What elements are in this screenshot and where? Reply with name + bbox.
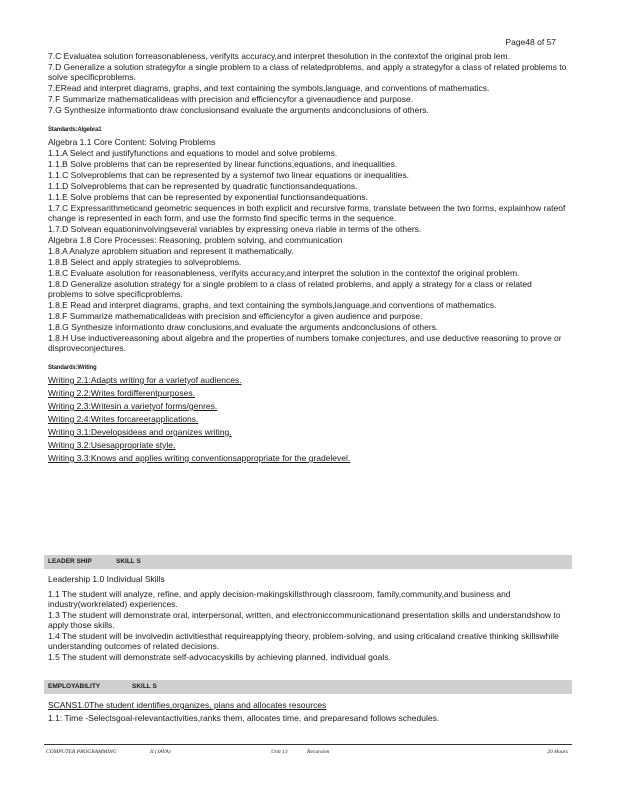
leadership-line: 1.3 The student will demonstrate oral, interpersonal, written, and electroniccommunicationand presentation skills and understandshow to apply those skills.	[48, 610, 561, 630]
page-number: Page48 of 57	[505, 37, 556, 47]
algebra-line: 1.1.A Select and justifyfunctions and equations to model and solve problems.	[48, 148, 338, 158]
algebra-line: 1.8.A Analyze aproblem situation and represent it mathematically.	[48, 246, 294, 256]
footer-course: COMPUTER PROGRAMMING	[46, 749, 117, 755]
leadership-line: 1.1 The student will analyze, refine, and apply decision-makingskillsthrough classroom, family,community,and business and industry(workrelated) experiences.	[48, 589, 511, 609]
standard-line: 7.ERead and interpret diagrams, graphs, and text containing the symbols,language, and conventions of mathematics.	[48, 83, 490, 93]
footer-level: II (JAVA)	[150, 749, 171, 755]
leadership-section-header	[44, 555, 572, 569]
algebra-line: 1.8.D Generalize asolution strategy for a single problem to a class of related problems, and apply a strategy for a class or related problems to solve specificproblems.	[48, 279, 532, 299]
writing-link[interactable]: Writing 2.2:Writes fordifferentpurposes.	[48, 388, 195, 398]
algebra-line: Algebra 1.8 Core Processes: Reasoning, problem solving, and communication	[48, 235, 343, 245]
standard-line: 7.G Synthesize informationto draw conclusionsand evaluate the arguments andconclusions of others.	[48, 105, 429, 115]
employability-section-header	[44, 680, 572, 694]
algebra-line: Algebra 1.1 Core Content: Solving Problems	[48, 137, 216, 147]
standard-line: 7.D Generalize a solution strategyfor a single problem to a class of relatedproblems, and apply a strategyfor a class of related problems to solve specificproblems.	[48, 62, 567, 82]
algebra-line: 1.1.D Solveproblems that can be represented by quadratic functionsandequations.	[48, 181, 358, 191]
footer-hours: 20 Hours	[547, 749, 568, 755]
writing-heading: Standards:Writing	[48, 365, 97, 371]
footer-rule	[44, 744, 572, 745]
scans-link[interactable]: SCANS1.0The student identifies,organizes, plans and allocates resources	[48, 700, 327, 710]
employability-section	[48, 700, 568, 724]
standards-body	[48, 51, 568, 466]
writing-link[interactable]: Writing 3.2:Usesappropriate style.	[48, 440, 176, 450]
writing-link[interactable]: Writing 3.1:Developsideas and organizes writing.	[48, 427, 232, 437]
leadership-header-label: LEADER SHIP	[48, 558, 92, 565]
leadership-line: 1.4 The student will be involvedin activitiesthat requireapplying theory, problem-solving, and using criticaland creative thinking skillswhile understanding outcomes of related decisions.	[48, 631, 559, 651]
algebra-line: 1.7.C Expressarithmeticand geometric sequences in both explicit and recursive forms, translate between the two forms, explainhow rateof change is represented in each form, and use the formsto find specific terms in the sequence.	[48, 203, 566, 223]
algebra-line: 1.8.B Select and apply strategies to solveproblems.	[48, 257, 242, 267]
algebra-line: 1.8.G Synthesize informationto draw conclusions,and evaluate the arguments andconclusions of others.	[48, 322, 439, 332]
leadership-section	[48, 574, 568, 663]
algebra-line: 1.7.D Solvean equationinvolvingseveral variables by expressing oneva riable in terms of the others.	[48, 224, 422, 234]
employability-header-skills: SKILL S	[132, 683, 157, 690]
standard-line: 7.F Summarize mathematicalideas with precision and efficiencyfor a givenaudience and purpose.	[48, 94, 414, 104]
leadership-line: Leadership 1.0 Individual Skills	[48, 574, 165, 584]
algebra-line: 1.1.C Solveproblems that can be represented by a systemof two linear equations or inequalities.	[48, 170, 409, 180]
algebra-line: 1.8.C Evaluate asolution for reasonableness, verifyits accuracy,and interpret the solution in the contextof the original problem.	[48, 268, 520, 278]
employability-line: 1.1: Time -Selectsgoal-relevantactivities,ranks them, allocates time, and preparesand follows schedules.	[48, 713, 440, 723]
footer-topic: Recursion	[307, 749, 330, 755]
leadership-line: 1.5 The student will demonstrate self-advocacyskills by achieving planned, individual goals.	[48, 652, 391, 662]
algebra-line: 1.8.F Summarize mathematicalideas with precision and efficiencyfor a given audience and purpose.	[48, 311, 423, 321]
writing-link[interactable]: Writing 2.3:Writesin a varietyof forms/genres.	[48, 401, 218, 411]
algebra-line: 1.8.H Use inductivereasoning about algebra and the properties of numbers tomake conjectures, and use deductive reasoning to prove or disproveconjectures.	[48, 333, 562, 353]
writing-link[interactable]: Writing 2.4:Writes forcareerapplications.	[48, 414, 199, 424]
algebra-line: 1.1.E Solve problems that can be represented by exponential functionsandequations.	[48, 192, 368, 202]
writing-link[interactable]: Writing 2.1:Adapts writing for a varietyof audiences.	[48, 375, 242, 385]
footer-unit: Unit 13	[271, 749, 288, 755]
leadership-header-skills: SKILL S	[116, 558, 141, 565]
employability-header-label: EMPLOYABILITY	[48, 683, 101, 690]
algebra-heading: Standards:Algebra1	[48, 127, 102, 133]
algebra-line: 1.8.E Read and interpret diagrams, graphs, and text containing the symbols,language,and conventions of mathematics.	[48, 300, 497, 310]
standard-line: 7.C Evaluatea solution forreasonableness, verifyits accuracy,and interpret thesolution in the contextof the original prob lem.	[48, 51, 510, 61]
writing-link[interactable]: Writing 3.3:Knows and applies writing conventionsappropriate for the gradelevel.	[48, 453, 351, 463]
algebra-line: 1.1.B Solve problems that can be represented by linear functions,equations, and inequalities.	[48, 159, 398, 169]
